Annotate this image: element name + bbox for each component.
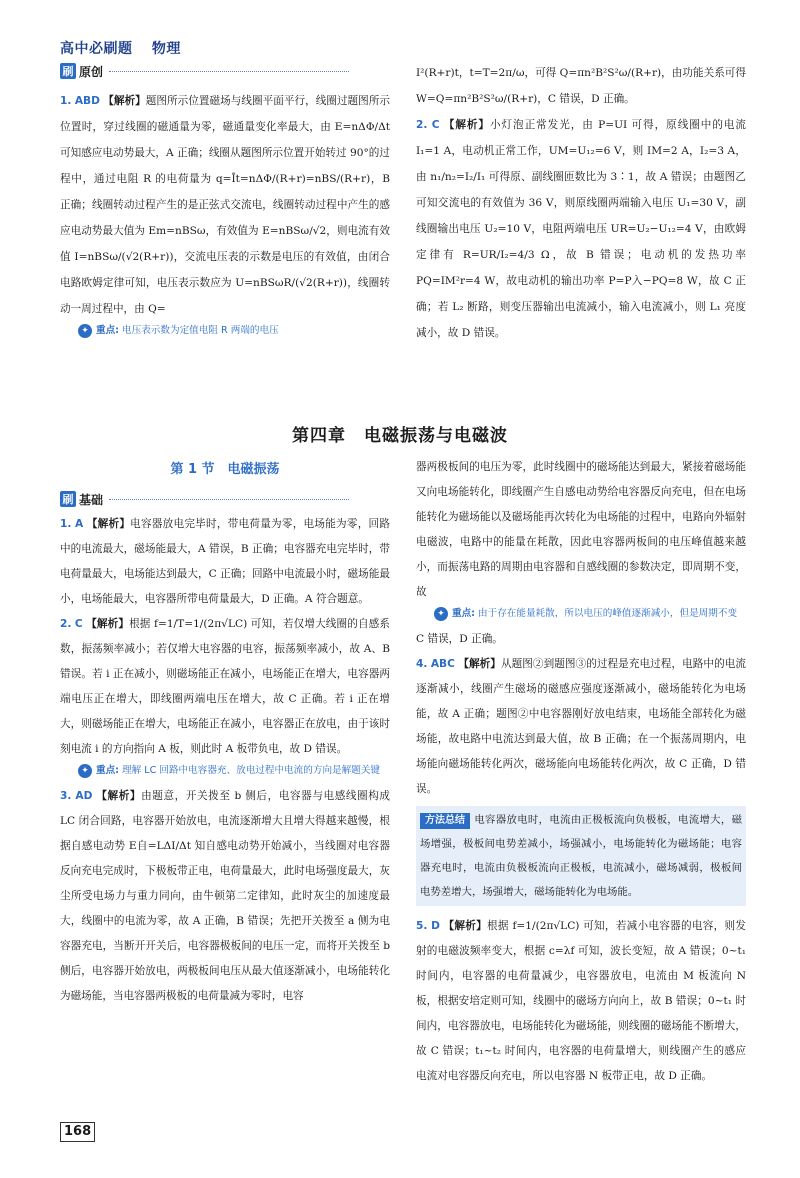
answer-key: ABC [430, 658, 455, 670]
answer-end: C 错误，D 正确。 [416, 633, 503, 645]
analysis-text: 电容器放电完毕时，带电荷量为零，电场能为零，回路中的电流最大，磁场能最大，A 错误，B 正确；电容器充电完毕时，带电荷量最大，电场能达到最大，C 正确；回路中电流最小时，磁场能最小，电场能最大，电容器所带电荷量最大，D 正确。A 符合题意。 [60, 518, 390, 605]
section-tag-basic [60, 490, 349, 508]
answer-item [60, 784, 390, 1009]
answer-key: C [74, 618, 83, 630]
tip-icon: ✦ [78, 764, 92, 778]
chapter-title: 第四章 电磁振荡与电磁波 [292, 426, 508, 446]
analysis-label: 【解析】 [458, 658, 501, 670]
tip-text: 理解 LC 回路中电容器充、放电过程中电流的方向是解题关键 [122, 765, 381, 776]
analysis-label: 【解析】 [86, 518, 131, 530]
answer-key: A [75, 518, 84, 530]
analysis-label: 【解析】 [443, 119, 490, 131]
tip-text: 由于存在能量耗散，所以电压的峰值逐渐减小，但是周期不变 [478, 608, 738, 619]
section-tag-original [60, 62, 349, 80]
analysis-text: 根据 f=1/T=1/(2π√LC) 可知，若仅增大线圈的自感系数，振荡频率减小；若仅增大电容器的电容，振荡频率减小，故 A、B 错误。若 i 正在减小，则磁场能正在减小，电场能正在增大，电容器两端电压正在增大，即线圈两端电压在增大，故 C 正确。若 i 正在增大，则磁场能正在增大，电场能正在减小，电容器正在放电，由于该时刻电流 i 的方向指向 A 板，则此时 A 板带负电，故 D 错误。 [60, 618, 390, 755]
answer-item [416, 652, 746, 802]
answer-item [60, 612, 390, 762]
brush-icon: 刷 [60, 491, 76, 507]
page-header [60, 38, 195, 60]
analysis-label: 【解析】 [86, 618, 130, 630]
question-number: 3. [60, 790, 72, 802]
question-number: 2. [60, 618, 72, 630]
dotted-divider [109, 499, 349, 500]
subject-title: 物理 [151, 41, 181, 57]
answer-item [416, 914, 746, 1089]
analysis-text: 由题意，开关拨至 b 侧后，电容器与电感线圈构成 LC 闭合回路，电容器开始放电，电流逐渐增大且增大得越来越慢，根据自感电动势 E自=LΔI/Δt 知自感电动势开始减小，当线圈对电容器反向充电完成时，下极板带正电，电荷量最大，此时电场强度最大，灰尘所受电场力与重力同向，由牛顿第二定律知，此时灰尘的加速度最大，线圈中的电流为零，故 A 正确，B 错误；先把开关拨至 a 侧为电容器充电，当断开开关后，电容器极板间的电压一定，而将开关拨至 b 侧后，电容器开始放电，两极板间电压从最大值逐渐减小，电场能转化为磁场能，当电容器两极板的电荷量减为零时，电容 [60, 790, 391, 1002]
analysis-text: 小灯泡正常发光，由 P=UI 可得，原线圈中的电流 I₁=1 A，电动机正常工作，UM=U₁₂=6 V，则 IM=2 A，I₂=3 A，由 n₁/n₂=I₂/I₁ 可得原、副线圈匝数比为 3∶1，故 A 错误；由题图乙可知交流电的有效值为 36 V，则原线圈两端输入电压 U₁=30 V，副线圈输出电压 U₂=10 V，电阻两端电压 UR=U₂−U₁₂=4 V，由欧姆定律有 R=UR/I₂=4/3 Ω，故 B 错误；电动机的发热功率 PQ=IM²r=4 W，故电动机的输出功率 P=P入−PQ=8 W，故 C 正确；若 L₂ 断路，则变压器输出电流减小，输入电流减小，则 L₁ 亮度减小，故 D 错误。 [416, 119, 746, 339]
key-point-note [416, 607, 746, 621]
tip-label: 重点: [452, 608, 476, 619]
page-number: 168 [60, 1122, 95, 1142]
analysis-label: 【解析】 [96, 790, 142, 802]
tip-icon: ✦ [434, 607, 448, 621]
book-title: 高中必刷题 [60, 41, 133, 57]
answer-key: C [431, 119, 440, 131]
question-number: 1. [60, 518, 72, 530]
analysis-text: 根据 f=1/(2π√LC) 可知，若减小电容器的电容，则发射的电磁波频率变大，根据 c=λf 可知，波长变短，故 A 错误；0~t₁ 时间内，电容器的电荷量减少，电容器放电，电流由 M 板流向 N 板，根据安培定则可知，线圈中的磁场方向向上，故 B 错误；0~t₁ 时间内，电容器放电，电场能转化为磁场能，则线圈的磁场能不断增大，故 C 错误；t₁~t₂ 时间内，电容器的电荷量增大，则线圈产生的感应电流对电容器反向充电，所以电容器 N 板带正电，故 D 正确。 [416, 920, 746, 1082]
tip-label: 重点: [96, 325, 120, 336]
tag-label: 原创 [79, 64, 104, 79]
analysis-label: 【解析】 [103, 95, 146, 107]
left-top-column [60, 88, 390, 344]
method-summary-box [416, 806, 746, 906]
analysis-label: 【解析】 [443, 920, 488, 932]
key-point-note [60, 324, 390, 338]
question-number: 4. [416, 658, 428, 670]
right-top-column [416, 60, 746, 346]
brush-icon: 刷 [60, 63, 76, 79]
method-summary-label: 方法总结 [420, 813, 470, 829]
analysis-text: 题图所示位置磁场与线圈平面平行，线圈过题图所示位置时，穿过线圈的磁通量为零，磁通量变化率最大，由 E=nΔΦ/Δt 可知感应电动势最大，A 正确；线圈从题图所示位置开始转过 90°的过程中，通过电阻 R 的电荷量为 q=Īt=nΔΦ/(R+r)=nBS/(R+r)，B 正确；线圈转动过程产生的是正弦式交流电，线圈转动过程中产生的感应电动势最大值为 Em=nBSω，有效值为 E=nBSω/√2，则电流有效值 I=nBSω/(√2(R+r))，交流电压表的示数是电压的有效值，由闭合电路欧姆定律可知，电压表示数应为 U=nBSωR/(√2(R+r))，线圈转动一周过程中，由 Q= [60, 95, 391, 315]
tip-text: 电压表示数为定值电阻 R 两端的电压 [122, 325, 279, 336]
section-title: 第 1 节 电磁振荡 [170, 462, 280, 477]
answer-item [416, 112, 746, 346]
tip-icon: ✦ [78, 324, 92, 338]
answer-key: AD [75, 790, 93, 802]
tag-label: 基础 [79, 492, 104, 507]
answer-continuation: I²(R+r)t，t=T=2π/ω，可得 Q=πn²B²S²ω/(R+r)，由功能关系可得 W=Q=πn²B²S²ω/(R+r)，C 错误，D 正确。 [416, 67, 746, 105]
right-bottom-column [416, 455, 746, 1089]
answer-key: D [431, 920, 440, 932]
question-number: 1. [60, 95, 72, 107]
left-bottom-column [60, 512, 390, 1009]
method-summary-text: 电容器放电时，电流由正极板流向负极板，电流增大，磁场增强，极板间电势差减小，场强减小，电场能转化为磁场能；电容器充电时，电流由负极板流向正极板，电流减小，磁场减弱，极板间电势差增大，场强增大，磁场能转化为电场能。 [420, 814, 742, 898]
answer-continuation: 器两极板间的电压为零，此时线圈中的磁场能达到最大，紧接着磁场能又向电场能转化，即线圈产生自感电动势给电容器反向充电，但在电场能转化为磁场能以及磁场能再次转化为电场能的过程中，电路向外辐射电磁波，电路中的能量在耗散，因此电容器两板间的电压峰值越来越小，而振荡电路的周期由电容器和自感线圈的参数决定，即周期不变，故 [416, 461, 746, 598]
answer-key: ABD [74, 95, 100, 107]
question-number: 2. [416, 119, 428, 131]
key-point-note [60, 764, 390, 778]
question-number: 5. [416, 920, 428, 932]
tip-label: 重点: [96, 765, 120, 776]
answer-item [60, 512, 390, 612]
analysis-text: 从题图②到题图③的过程是充电过程，电路中的电流逐渐减小，线圈产生磁场的磁感应强度逐渐减小，磁场能转化为电场能，故 A 正确；题图②中电容器刚好放电结束，电场能全部转化为磁场能，故电路中电流达到最大值，故 B 正确；在一个振荡周期内，电场能向磁场能转化两次，磁场能向电场能转化两次，故 C 正确，D 错误。 [416, 658, 746, 795]
answer-item [60, 88, 390, 322]
dotted-divider [109, 71, 349, 72]
